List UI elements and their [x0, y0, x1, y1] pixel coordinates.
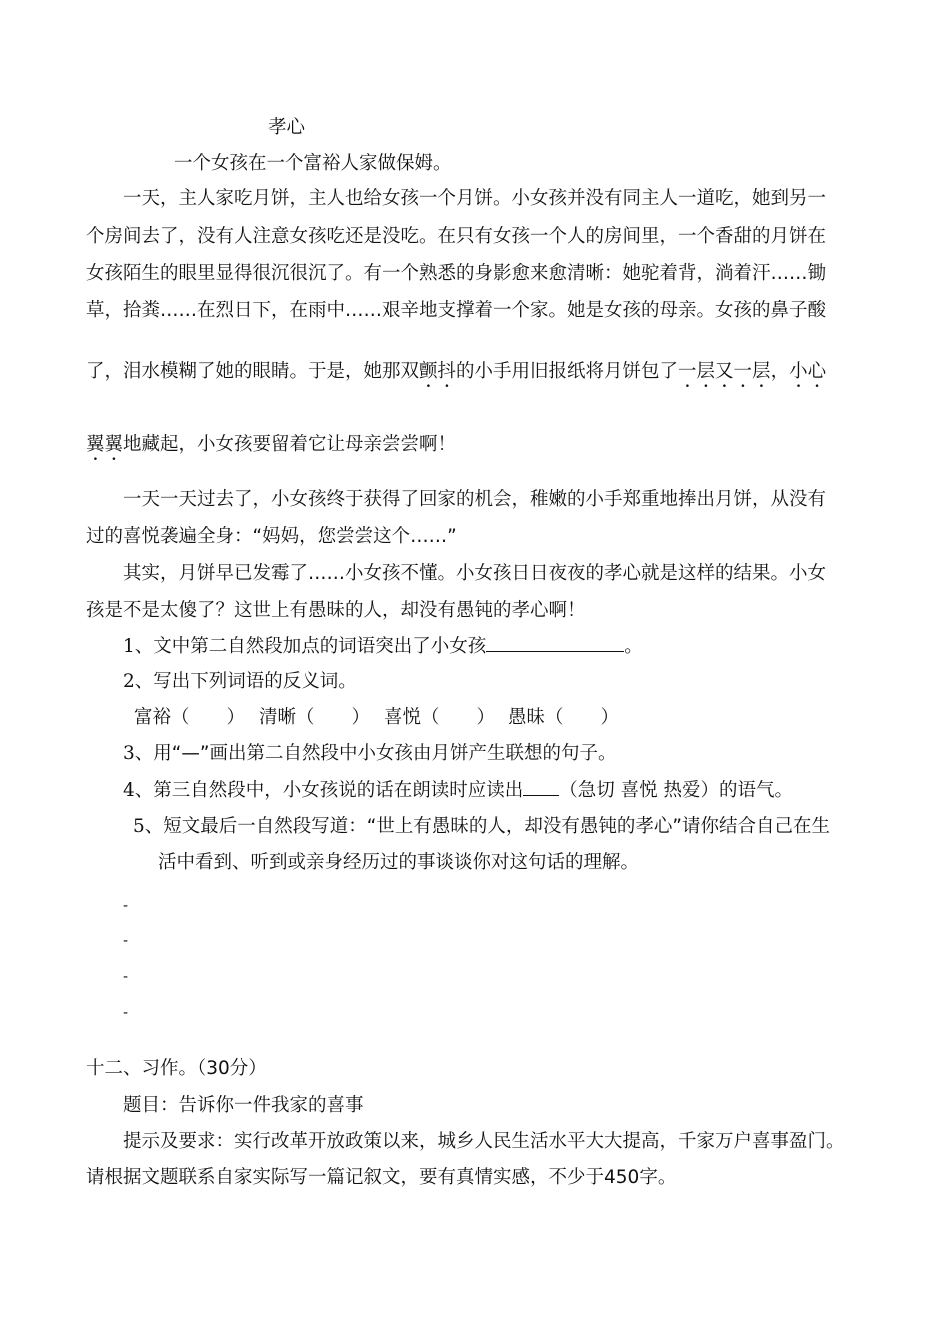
text: 地藏起，小女孩要留着它让母亲尝尝啊！: [123, 434, 457, 455]
question-text: 短文最后一自然段写道：“世上有愚昧的人，却没有愚钝的孝心”请你结合自己在生: [163, 816, 830, 837]
paragraph-2-line: [86, 359, 826, 392]
answer-line[interactable]: -: [123, 898, 129, 914]
paragraph-1: 一个女孩在一个富裕人家做保姆。: [174, 153, 452, 174]
answer-line[interactable]: -: [123, 933, 129, 949]
antonym-item: 喜悦（ ）: [384, 707, 496, 728]
passage-title: 孝心: [268, 117, 306, 138]
question-5-continued: 活中看到、听到或亲身经历过的事谈谈你对这句话的理解。: [158, 852, 640, 873]
dotted-word-chandou: 颤抖: [419, 361, 457, 382]
question-5: [133, 814, 830, 840]
question-text: 文中第二自然段加点的词语突出了小女孩: [153, 636, 487, 657]
antonym-item: 富裕（ ）: [134, 707, 246, 728]
paragraph-3-line: 过的喜悦袭遍全身：“妈妈，您尝尝这个……”: [86, 526, 457, 547]
question-2: [123, 669, 357, 695]
dotted-word-yiyi: 翼翼: [86, 434, 124, 455]
dotted-word-xiaoxin: 小心: [789, 361, 827, 382]
section-heading: 十二、习作。（30分）: [86, 1058, 267, 1079]
antonym-item: 愚昧（ ）: [508, 707, 620, 728]
question-number: 4、: [123, 780, 154, 801]
writing-requirements: 请根据文题联系自家实际写一篇记叙文，要有真情实感，不少于450字。: [86, 1167, 677, 1188]
paragraph-4-line: 其实，月饼早已发霉了……小女孩不懂。小女孩日日夜夜的孝心就是这样的结果。小女: [123, 563, 827, 584]
paragraph-4-line: 孩是不是太傻了？这世上有愚昧的人，却没有愚钝的孝心啊！: [86, 600, 586, 621]
question-4: [123, 777, 793, 804]
paragraph-3-line: 一天一天过去了，小女孩终于获得了回家的机会，稚嫩的小手郑重地捧出月饼，从没有: [123, 489, 827, 510]
question-3: [123, 741, 616, 767]
paragraph-2-line: 个房间去了，没有人注意女孩吃还是没吃。在只有女孩一个人的房间里，一个香甜的月饼在: [86, 226, 827, 247]
answer-line[interactable]: -: [123, 969, 129, 985]
writing-topic: 题目：告诉你一件我家的喜事: [123, 1095, 364, 1116]
text: 了，泪水模糊了她的眼睛。于是，她那双: [86, 361, 420, 382]
paragraph-2-line: [86, 432, 456, 465]
writing-requirements: 提示及要求：实行改革开放政策以来，城乡人民生活水平大大提高，千家万户喜事盈门。: [123, 1131, 845, 1152]
answer-line[interactable]: -: [123, 1005, 129, 1021]
question-number: 2、: [123, 671, 154, 692]
answer-blank[interactable]: [523, 777, 559, 796]
dotted-word-yicengyouyiceng: 一层又一层: [678, 361, 771, 382]
antonym-item: 清晰（ ）: [259, 707, 371, 728]
question-text: 第三自然段中，小女孩说的话在朗读时应读出: [153, 780, 524, 801]
question-text: （急切 喜悦 热爱）的语气。: [559, 780, 794, 801]
text: 的小手用旧报纸将月饼包了: [456, 361, 679, 382]
paragraph-2-line: 一天，主人家吃月饼，主人也给女孩一个月饼。小女孩并没有同主人一道吃，她到另一: [123, 188, 827, 209]
question-1: [123, 633, 643, 660]
paragraph-2-line: 草，拾粪……在烈日下，在雨中……艰辛地支撑着一个家。她是女孩的母亲。女孩的鼻子酸: [86, 300, 827, 321]
question-number: 5、: [133, 816, 164, 837]
question-number: 1、: [123, 636, 154, 657]
question-number: 3、: [123, 743, 154, 764]
paragraph-2-line: 女孩陌生的眼里显得很沉很沉了。有一个熟悉的身影愈来愈清晰：她驼着背，淌着汗……锄: [86, 263, 827, 284]
text: ，: [770, 361, 790, 382]
answer-blank[interactable]: [486, 633, 624, 652]
question-text: 用“—”画出第二自然段中小女孩由月饼产生联想的句子。: [153, 743, 617, 764]
question-end: 。: [624, 636, 643, 657]
question-text: 写出下列词语的反义词。: [153, 671, 357, 692]
